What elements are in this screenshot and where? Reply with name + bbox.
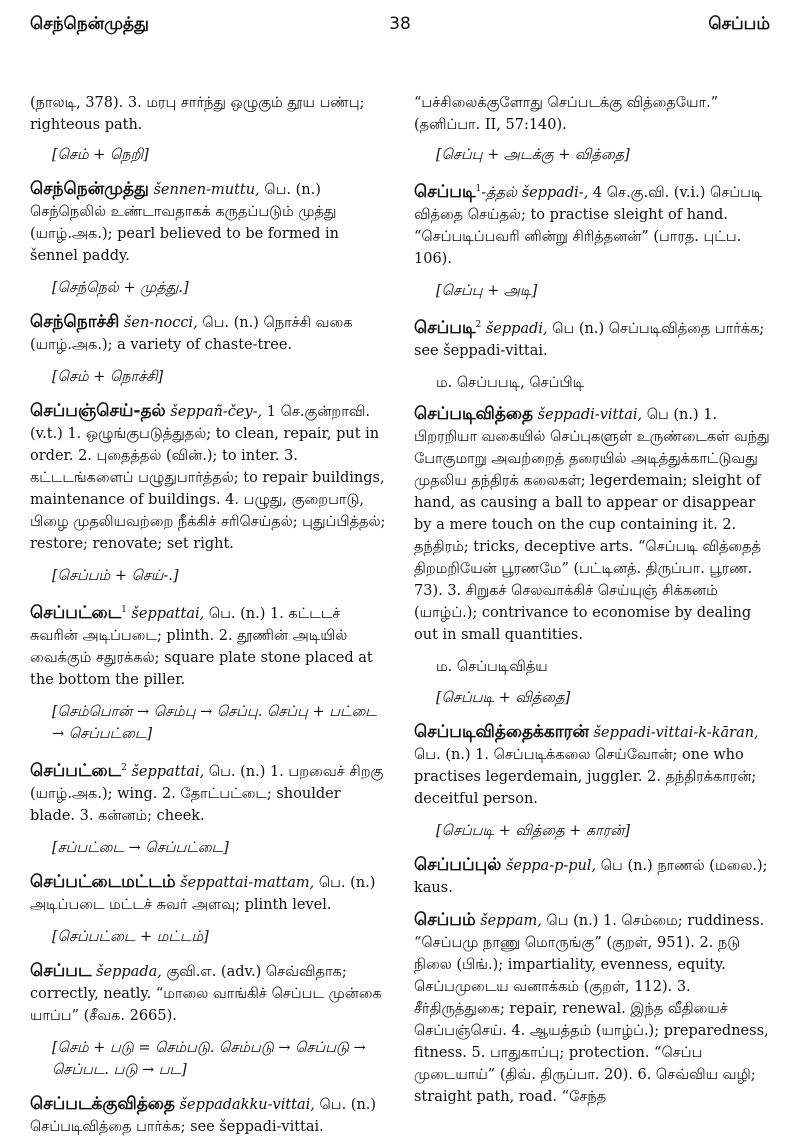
transliteration: šen-nocci, [119, 315, 198, 331]
etymology: [செப்படி + வித்தை + காரன்] [436, 822, 630, 839]
dictionary-entry [414, 721, 772, 810]
transliteration: šennen-muttu, [148, 182, 260, 198]
dictionary-entry [30, 178, 386, 267]
etymology: [செம் + நெறி] [52, 147, 149, 163]
definition: பெ. (n.) செப்படிவித்தை பார்க்க; see šeppadi-vittai. [30, 1096, 377, 1135]
etymology: [செம் + நொச்சி] [52, 369, 164, 385]
cognate-note: ம. செப்படிவித்ய [436, 658, 548, 675]
right-column [414, 92, 772, 1105]
dictionary-entry [30, 871, 386, 916]
transliteration: šeppadakku-vittai, [174, 1096, 315, 1113]
transliteration: šeppadi, [481, 320, 548, 337]
transliteration: šeppam, [475, 912, 542, 929]
etymology: [செப்பு + அடி] [436, 282, 538, 299]
etymology: [செம்பொன் → செம்பு → செப்பு. செப்பு + பட்டை → செப்பட்டை] [52, 703, 377, 742]
definition: பெ. (n.) 1. பறவைச் சிறகு (யாழ்.அக.); wing. 2. தோட்பட்டை; shoulder blade. 3. கன்னம்; cheek. [30, 763, 384, 824]
etymology: [செப்படி + வித்தை] [436, 689, 571, 706]
definition: பெ (n.) செப்படிவித்தை பார்க்க; see šeppadi-vittai. [414, 320, 765, 359]
headword: செப்பம் [414, 909, 476, 930]
homonym-number: 1 [475, 184, 482, 194]
headword: செப்படி [414, 181, 476, 202]
etymology: [செப்பட்டை + மட்டம்] [52, 928, 209, 945]
dictionary-entry [30, 1093, 386, 1138]
dictionary-entry [30, 311, 386, 356]
transliteration: šeppadi-vittai, [533, 406, 643, 423]
transliteration: -த்தல் šeppadi-, [481, 184, 589, 201]
dictionary-entry [30, 757, 386, 827]
dictionary-entry [30, 400, 386, 555]
etymology: [செப்பு + அடக்கு + வித்தை] [436, 147, 630, 163]
definition: பெ. (n.) அடிப்படை மட்டச் சுவர் அளவு; plinth level. [30, 874, 376, 913]
left-column [30, 92, 386, 1135]
transliteration: šeppattai, [126, 763, 205, 780]
transliteration: šeppattai-mattam, [175, 874, 315, 891]
dictionary-entry [414, 403, 772, 646]
dictionary-entry [30, 960, 386, 1027]
dictionary-entry [414, 178, 772, 270]
etymology: [செப்பம் + செய்-.] [52, 568, 179, 584]
headword: செப்பஞ்செய்-தல் [30, 401, 166, 421]
page-number: 38 [389, 14, 411, 34]
headword: செந்நொச்சி [30, 312, 120, 332]
definition: குவி.எ. (adv.) செவ்விதாக; correctly, neatly. “மாலை வாங்கிச் செப்பட முன்கை யாப்ப” (சீவக. 2665). [30, 963, 382, 1024]
definition: 4 செ.கு.வி. (v.i.) செப்படி வித்தை செய்தல்; to practise sleight of hand. “செப்படிப்பவரி னின்று சிரித்தனன்” (பாரத. புட்ப. 106). [414, 184, 763, 267]
headword: செப்படிவித்தைக்காரன் [414, 721, 589, 742]
etymology: [செந்நெல் + முத்து.] [52, 280, 189, 296]
transliteration: šeppattai, [126, 605, 205, 622]
headword: செப்பட்டை [30, 760, 122, 781]
cognate-note: ம. செப்பபடி, செப்பிடி [436, 374, 585, 391]
definition: 1 செ.குன்றாவி. (v.t.) 1. ஒழுங்குபடுத்துதல்; to clean, repair, put in order. 2. புதைத்தல் (வின்.); to inter. 3. கட்டடங்களைப் பழுதுபார்த்தல்; to repair buildings, maintenance of buildings. 4. பழுது, குறைபாடு, பிழை முதலியவற்றை நீக்கிச் சரிசெய்தல்; புதுப்பித்தல்; restore; renovate; set right. [30, 404, 386, 552]
transliteration: šeppa-p-pul, [501, 857, 597, 874]
definition: பெ (n.) 1. செம்மை; ruddiness. “செப்பமு நாணு மொருங்கு” (குறள், 951). 2. நடு நிலை (பிங்.); impartiality, evenness, equity. செப்பமுடைய வனாக்கம் (குறள், 112). 3. சீர்திருத்துகை; repair, renewal. இந்த வீதியைச் செப்பஞ்செய். 4. ஆயத்தம் (யாழ்ப்.); preparedness, fitness. 5. பாதுகாப்பு; protection. “செப்ப முடையாய்” (திவ். திருப்பா. 20). 6. செவ்விய வழி; straight path, road. “சேந்த [414, 912, 769, 1105]
headword: செப்படிவித்தை [414, 403, 534, 424]
etymology: [சப்பட்டை → செப்பட்டை] [52, 839, 229, 856]
headword: செப்பப்புல் [414, 854, 502, 875]
homonym-number: 2 [475, 319, 482, 330]
definition: பெ. (n.) 1. கட்டடச் சுவரின் அடிப்படை; plinth. 2. தூணின் அடியில் வைக்கும் சதுரக்கல்; square plate stone placed at the bottom the piller. [30, 605, 373, 688]
headword: செப்பட்டை [30, 602, 122, 623]
headword: செந்நென்முத்து [30, 179, 149, 199]
dictionary-entry [414, 854, 772, 899]
continued-text: (நாலடி, 378). 3. மரபு சார்ந்து ஒழுகும் தூய பண்பு; righteous path. [30, 95, 365, 133]
definition: பெ. (n.) நொச்சி வகை (யாழ்.அக.); a variety of chaste-tree. [30, 315, 353, 353]
headword: செப்படி [414, 317, 476, 338]
definition: பெ (n.) 1. பிறரறியா வகையில் செப்புகளுள் உருண்டைகள் வந்து போகுமாறு அவற்றைத் தரையில் அடித்துக்காட்டுவது முதலிய தந்திரக் கலைகள்; legerdemain; sleight of hand, as causing a ball to appear or disappear by a mere touch on the cup containing it. 2. தந்திரம்; tricks, deceptive arts. “செப்படி வித்தைத் திறமறியேன் பூரணமே” (பட்டினத். திருப்பா. பூரண. 73). 3. சிறுகச் செலவாக்கிச் செய்யுஞ் சிக்கனம் (யாழ்ப்.); contrivance to economise by dealing out in small quantities. [414, 406, 770, 643]
headword: செப்படக்குவித்தை [30, 1093, 175, 1114]
definition: பெ. (n.) செந்நெலில் உண்டாவதாகக் கருதப்படும் முத்து (யாழ்.அக.); pearl believed to be formed in šennel paddy. [30, 182, 340, 264]
transliteration: šeppañ-čey-, [165, 404, 263, 420]
etymology: [செம் + படு = செம்படு. செம்படு → செப்படு → செப்பட. படு → பட] [52, 1039, 366, 1078]
header-last-word: செப்பம் [708, 14, 770, 34]
homonym-number: 1 [121, 605, 127, 615]
continued-text: “பச்சிலைக்குளோது செப்படக்கு வித்தையோ.” (தனிப்பா. II, 57:140). [414, 95, 719, 133]
dictionary-entry [30, 599, 386, 691]
headword: செப்பட்டைமட்டம் [30, 871, 176, 892]
dictionary-entry [414, 314, 772, 362]
homonym-number: 2 [121, 762, 127, 773]
page-header [30, 14, 770, 44]
definition: பெ (n.) நாணல் (மலை.); kaus. [414, 857, 768, 896]
definition: பெ. (n.) 1. செப்படிக்கலை செய்வோன்; one who practises legerdemain, juggler. 2. தந்திரக்காரன்; deceitful person. [414, 746, 757, 807]
transliteration: šeppadi-vittai-k-kāran, [588, 724, 759, 741]
transliteration: šeppada, [91, 963, 162, 980]
header-first-word: செந்நென்முத்து [30, 14, 149, 34]
headword: செப்பட [30, 960, 92, 981]
dictionary-entry [414, 909, 772, 1108]
